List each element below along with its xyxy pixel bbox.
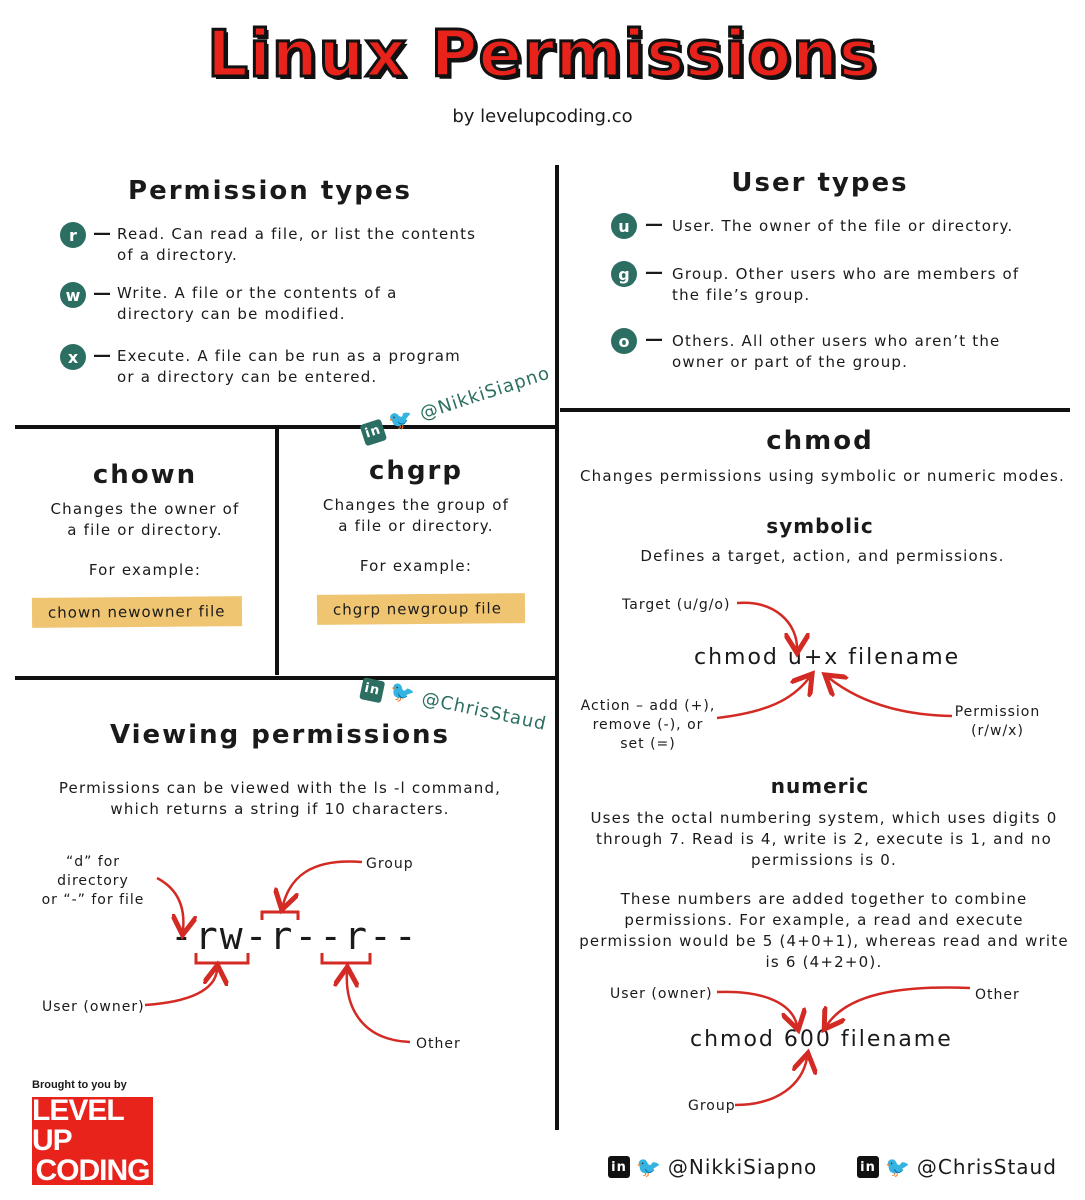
twitter-icon: 🐦 [885,1155,911,1179]
numeric-p2-line3: permission would be 5 (4+0+1), whereas read and write [579,932,1069,950]
others-badge: o [611,328,637,354]
write-badge: w [60,282,86,308]
label-permission-line1: Permission [954,704,1041,720]
arrow-other [347,972,410,1042]
arrow-numeric-other [827,987,970,1025]
group-line2: the file’s group. [672,286,811,304]
chmod-arrows [557,0,1085,1130]
arrow-user [145,970,217,1005]
read-badge: r [60,222,86,248]
twitter-icon: 🐦 [385,403,418,435]
numeric-command: chmod 600 filename [690,1027,953,1052]
dash: — [645,329,663,350]
arrow-permission [829,678,952,716]
arrow-group [283,861,362,905]
label-action-line3: set (=) [620,736,676,752]
chown-heading: chown [92,460,198,490]
chgrp-desc-line2: a file or directory. [338,517,494,535]
chgrp-example-label: For example: [359,557,473,575]
label-permission-line2: (r/w/x) [971,723,1024,739]
user-bracket [196,953,248,963]
permission-string: -rw-r--r-- [170,914,419,958]
label-other: Other [416,1036,461,1052]
dash: — [93,283,111,304]
others-line2: owner or part of the group. [672,353,909,371]
chgrp-example: chgrp newgroup file [317,593,525,625]
linkedin-icon: in [359,677,385,703]
permission-types-heading: Permission types [128,176,412,206]
brought-to-you: Brought to you by [32,1079,127,1091]
arrow-directory [157,878,183,930]
numeric-p1-line3: permissions is 0. [751,851,897,869]
dash: — [93,223,111,244]
footer-handle-nikki[interactable] [608,1155,817,1179]
user-line1: User. The owner of the file or directory. [672,217,1014,235]
chgrp-heading: chgrp [369,456,463,486]
numeric-p1-line1: Uses the octal numbering system, which uses digits 0 [590,809,1058,827]
handle-text: @NikkiSiapno [417,362,553,425]
chmod-description: Changes permissions using symbolic or numeric modes. [580,467,1065,485]
read-line2: of a directory. [117,246,238,264]
label-group: Group [366,856,414,872]
arrow-target [737,603,797,648]
label-target: Target (u/g/o) [622,597,731,613]
execute-line2: or a directory can be entered. [117,368,378,386]
other-bracket [322,953,370,963]
label-action-line1: Action – add (+), [580,698,716,714]
page-title: Linux Permissions [207,18,878,92]
arrow-numeric-user [717,992,797,1025]
label-directory-line1: “d” for directory [57,854,129,889]
footer-handle-chris[interactable] [857,1155,1057,1179]
symbolic-heading: symbolic [766,514,874,538]
linkedin-icon: in [359,418,387,446]
user-badge: u [611,213,637,239]
others-line1: Others. All other users who aren’t the [672,332,1001,350]
viewing-desc-line1: Permissions can be viewed with the ls -l command, [58,779,502,797]
numeric-heading: numeric [770,774,870,798]
write-line1: Write. A file or the contents of a [117,284,398,302]
numeric-p2-line1: These numbers are added together to combine [620,890,1028,908]
user-types-heading: User types [731,168,909,198]
chown-example: chown newowner file [32,596,242,628]
numeric-p2-line4: is 6 (4+2+0). [765,953,883,971]
label-directory-line2: or “-” for file [41,892,145,908]
write-line2: directory can be modified. [117,305,346,323]
label-numeric-user: User (owner) [610,986,713,1002]
dash: — [93,345,111,366]
dash: — [645,214,663,235]
chmod-heading: chmod [766,426,874,456]
label-numeric-other: Other [975,987,1020,1003]
dash: — [645,262,663,283]
execute-line1: Execute. A file can be run as a program [117,347,461,365]
logo-line2: CODING [35,1154,150,1187]
execute-badge: x [60,344,86,370]
symbolic-command: chmod u+x filename [694,645,961,670]
viewing-desc-line2: which returns a string if 10 characters. [110,800,450,818]
twitter-icon: 🐦 [387,678,419,708]
label-user-owner: User (owner) [42,999,145,1015]
linkedin-icon: in [608,1156,630,1178]
chown-example-label: For example: [88,561,202,579]
byline: by levelupcoding.co [452,106,633,127]
label-numeric-group: Group [688,1098,736,1114]
chown-desc-line2: a file or directory. [67,521,223,539]
linkedin-icon: in [857,1156,879,1178]
footer-chris-text: @ChrisStaud [916,1155,1057,1179]
chgrp-desc-line1: Changes the group of [322,496,510,514]
viewing-arrows [0,0,557,1100]
footer-nikki-text: @NikkiSiapno [667,1155,818,1179]
viewing-heading: Viewing permissions [109,720,451,750]
symbolic-description: Defines a target, action, and permissions. [640,547,1005,565]
group-badge: g [611,261,637,287]
chown-desc-line1: Changes the owner of [50,500,240,518]
level-up-coding-logo[interactable] [32,1094,153,1187]
handle-text: @ChrisStaud [419,687,549,735]
group-bracket [262,912,298,920]
group-line1: Group. Other users who are members of [672,265,1020,283]
arrow-action [717,678,809,718]
twitter-icon: 🐦 [636,1155,662,1179]
numeric-p1-line2: through 7. Read is 4, write is 2, execute is 1, and no [596,830,1052,848]
arrow-numeric-group [735,1058,807,1105]
logo-line1: LEVEL UP [32,1094,124,1157]
label-action-line2: remove (-), or [592,717,704,733]
read-line1: Read. Can read a file, or list the contents [117,225,477,243]
numeric-p2-line2: permissions. For example, a read and execute [624,911,1024,929]
